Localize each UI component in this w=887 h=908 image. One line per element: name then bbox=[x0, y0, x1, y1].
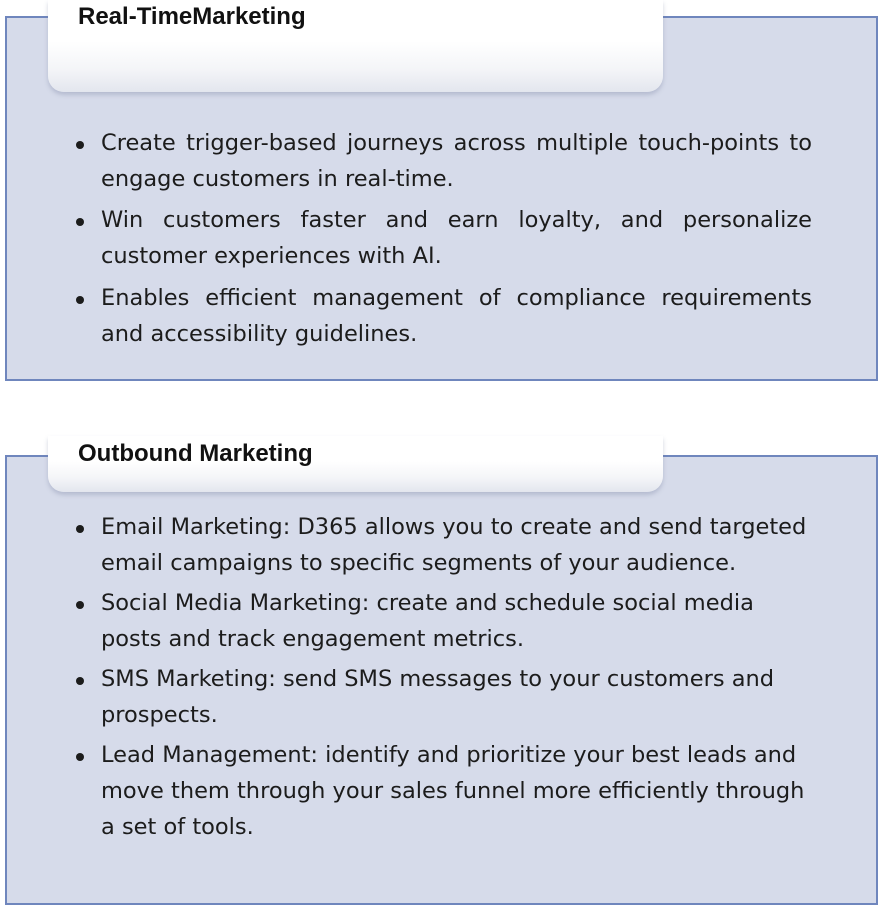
real-time-marketing-title: Real-TimeMarketing bbox=[78, 3, 306, 30]
bullet-item: Create trigger-based journeys across multiple touch-points to engage customers in real-time. bbox=[70, 125, 812, 197]
real-time-marketing-header-tab bbox=[48, 0, 663, 92]
bullet-item: Win customers faster and earn loyalty, and personalize customer experiences with AI. bbox=[70, 202, 812, 274]
bullet-item: Social Media Marketing: create and schedule social media posts and track engagement metrics. bbox=[70, 585, 820, 657]
bullet-item: Email Marketing: D365 allows you to create and send targeted email campaigns to specific segments of your audience. bbox=[70, 509, 820, 581]
outbound-marketing-bullet-list bbox=[70, 509, 820, 849]
bullet-item: SMS Marketing: send SMS messages to your customers and prospects. bbox=[70, 661, 820, 733]
outbound-marketing-title: Outbound Marketing bbox=[78, 440, 313, 467]
outbound-marketing-header-tab bbox=[48, 436, 663, 492]
real-time-marketing-bullet-list bbox=[70, 125, 812, 357]
bullet-item: Lead Management: identify and prioritize your best leads and move them through your sales funnel more efficiently through a set of tools. bbox=[70, 737, 820, 845]
bullet-item: Enables efficient management of compliance requirements and accessibility guidelines. bbox=[70, 280, 812, 352]
